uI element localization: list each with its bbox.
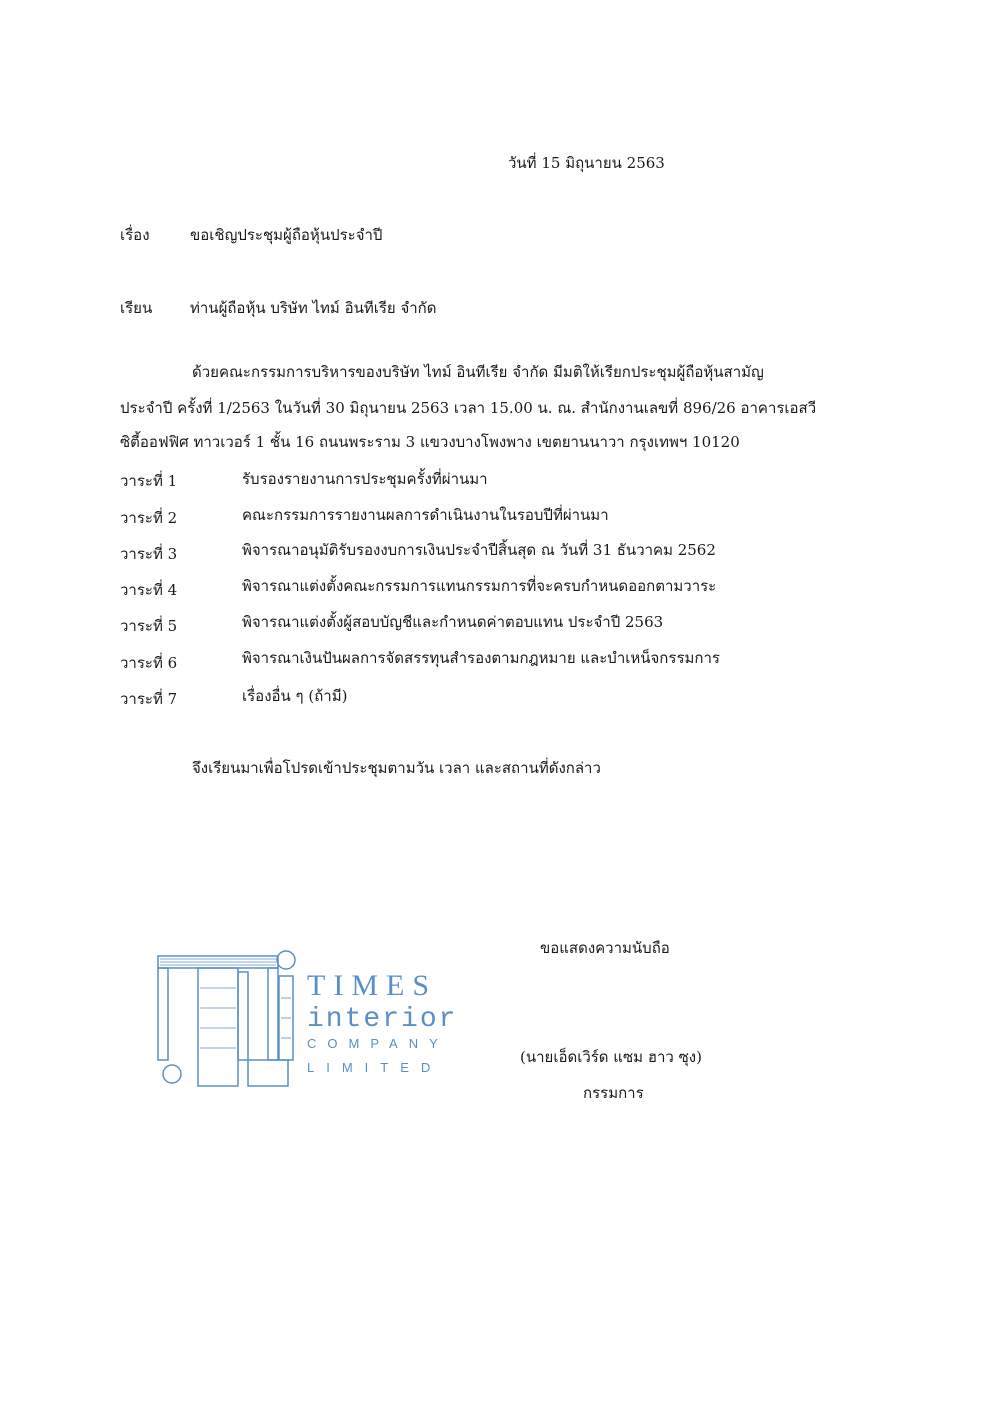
signer-title: กรรมการ (583, 1084, 644, 1102)
subject-label: เรื่อง (120, 226, 150, 244)
agenda-label: วาระที่ 3 (120, 545, 178, 563)
body-paragraph-line: ประจำปี ครั้งที่ 1/2563 ในวันที่ 30 มิถุนายน 2563 เวลา 15.00 น. ณ. สำนักงานเลขที่ 896/26 อาคารเอสวี (120, 399, 817, 417)
agenda-text: พิจารณาแต่งตั้งผู้สอบบัญชีและกำหนดค่าตอบแทน ประจำปี 2563 (242, 613, 664, 631)
company-logo (155, 948, 470, 1090)
agenda-text: คณะกรรมการรายงานผลการดำเนินงานในรอบปีที่ผ่านมา (242, 506, 609, 524)
agenda-label: วาระที่ 6 (120, 654, 178, 672)
logo-word-limited: LIMITED (307, 1060, 443, 1075)
signer-name: (นายเอ็ดเวิร์ด แซม ฮาว ซุง) (520, 1048, 702, 1066)
agenda-label: วาระที่ 4 (120, 581, 178, 599)
logo-word-interior: interior (307, 1004, 458, 1035)
logo-word-times: TIMES (307, 969, 437, 1002)
agenda-text: พิจารณาเงินปันผลการจัดสรรทุนสำรองตามกฎหมาย และบำเหน็จกรรมการ (242, 649, 720, 667)
logo-mark (158, 951, 295, 1086)
recipient-label: เรียน (120, 299, 153, 317)
agenda-text: รับรองรายงานการประชุมครั้งที่ผ่านมา (242, 470, 488, 488)
agenda-label: วาระที่ 5 (120, 617, 178, 635)
agenda-label: วาระที่ 2 (120, 509, 178, 527)
logo-stripes (160, 959, 291, 1048)
agenda-text: พิจารณาอนุมัติรับรองงบการเงินประจำปีสิ้นสุด ณ วันที่ 31 ธันวาคม 2562 (242, 541, 716, 559)
letter-date: วันที่ 15 มิถุนายน 2563 (508, 154, 665, 172)
subject-text: ขอเชิญประชุมผู้ถือหุ้นประจำปี (190, 226, 383, 244)
body-paragraph-line: ด้วยคณะกรรมการบริหารของบริษัท ไทม์ อินทีเรีย จำกัด มีมติให้เรียกประชุมผู้ถือหุ้นสามัญ (192, 363, 764, 381)
regards-text: ขอแสดงความนับถือ (540, 939, 670, 957)
logo-word-company: COMPANY (307, 1036, 449, 1051)
recipient-text: ท่านผู้ถือหุ้น บริษัท ไทม์ อินทีเรีย จำกัด (190, 299, 437, 317)
body-paragraph-line: ซิตี้ออฟฟิศ ทาวเวอร์ 1 ชั้น 16 ถนนพระราม 3 แขวงบางโพงพาง เขตยานนาวา กรุงเทพฯ 10120 (120, 433, 740, 451)
agenda-label: วาระที่ 1 (120, 472, 178, 490)
agenda-text: เรื่องอื่น ๆ (ถ้ามี) (242, 687, 348, 705)
closing-sentence: จึงเรียนมาเพื่อโปรดเข้าประชุมตามวัน เวลา และสถานที่ดังกล่าว (192, 759, 601, 777)
agenda-text: พิจารณาแต่งตั้งคณะกรรมการแทนกรรมการที่จะครบกำหนดออกตามวาระ (242, 577, 717, 595)
agenda-label: วาระที่ 7 (120, 690, 178, 708)
